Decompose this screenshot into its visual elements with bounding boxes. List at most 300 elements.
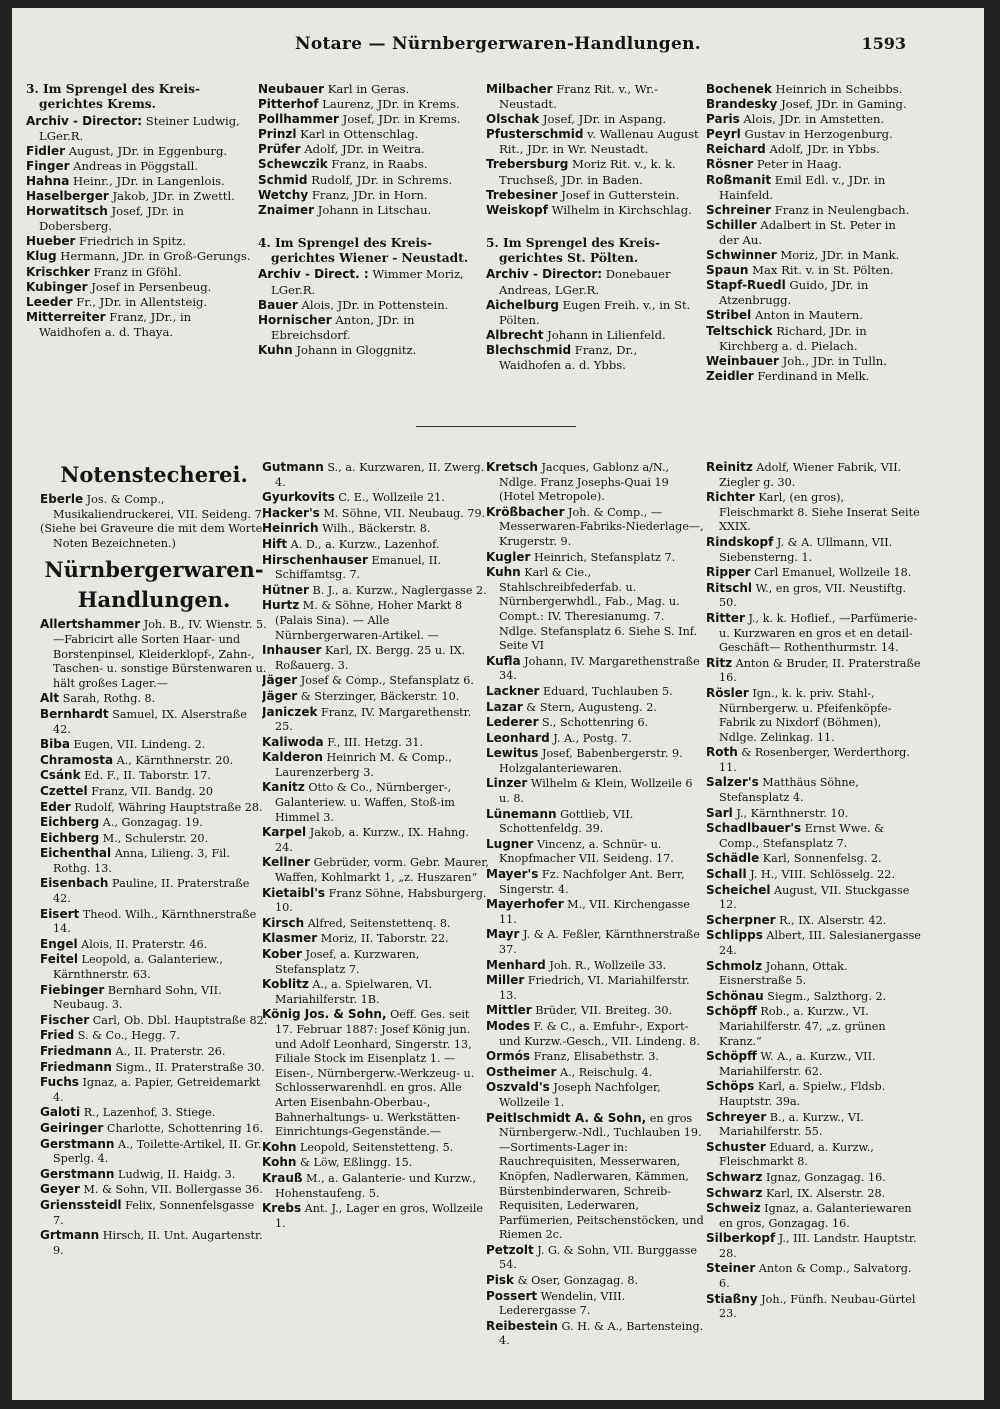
entry-details: & Sterzinger, Bäckerstr. 10. xyxy=(297,689,460,703)
entry-details: Felix, Sonnenfelsgasse 7. xyxy=(53,1198,255,1227)
heading-nuernbergerwaren-2: Handlungen. xyxy=(77,587,231,613)
directory-entry xyxy=(40,1028,268,1044)
entry-name: Schöpff xyxy=(706,1004,757,1019)
entry-details: M. & Sohn, VII. Bollergasse 36. xyxy=(79,1183,263,1197)
directory-entry xyxy=(486,715,704,731)
directory-entry xyxy=(26,295,252,310)
entry-name: Znaimer xyxy=(258,202,315,217)
entry-details: Franz in Gföhl. xyxy=(89,264,182,279)
entry-name: Schall xyxy=(706,867,747,882)
entry-details: Karl in Geras. xyxy=(324,82,410,96)
directory-entry xyxy=(706,1079,922,1109)
entry-name: Bochenek xyxy=(706,82,772,96)
entry-details: Franz, Elisabethstr. 3. xyxy=(530,1050,659,1064)
entry-name: Schöpff xyxy=(706,1049,757,1064)
entry-name: Schreiner xyxy=(706,202,772,217)
entry-name: Milbacher xyxy=(486,82,553,96)
directory-entry xyxy=(706,806,922,822)
directory-entry xyxy=(40,815,268,831)
entry-name: Trebesiner xyxy=(486,187,558,202)
notare-column-3 xyxy=(486,82,700,422)
entry-name: Kirsch xyxy=(262,915,305,930)
entry-details: Josef, Babenbergerstr. 9. Holzgalanteriewaren. xyxy=(499,747,683,775)
entry-name: Geiringer xyxy=(40,1120,104,1135)
entry-name: Silberkopf xyxy=(706,1231,776,1246)
directory-page xyxy=(12,8,984,1400)
directory-entry xyxy=(486,746,704,776)
entry-details: Karl, (en gros), Fleischmarkt 8. Siehe Inserat Seite XXIX. xyxy=(719,491,920,534)
directory-entry xyxy=(706,248,918,263)
entry-name: Peitlschmidt A. & Sohn, xyxy=(486,1110,647,1125)
entry-details: Josef, a. Kurzwaren, Stefansplatz 7. xyxy=(275,948,420,976)
entry-name: Prüfer xyxy=(258,142,301,157)
lower-column-3 xyxy=(486,460,704,1396)
entry-name: Reinitz xyxy=(706,460,753,474)
entry-list xyxy=(486,267,700,373)
entry-name: Albrecht xyxy=(486,327,544,342)
directory-entry xyxy=(706,867,922,883)
entry-details: B., a. Kurzw., VI. Mariahilferstr. 55. xyxy=(719,1110,864,1139)
entry-details: S., Schottenring 6. xyxy=(538,716,649,730)
directory-entry xyxy=(486,157,700,187)
entry-details: Fz. Nachfolger Ant. Berr, Singerstr. 4. xyxy=(499,868,685,896)
entry-details: Carl Emanuel, Wollzeile 18. xyxy=(750,566,912,580)
entry-name: Schöps xyxy=(706,1079,755,1094)
entry-name: Geyer xyxy=(40,1182,80,1197)
entry-name: Chramosta xyxy=(40,752,114,767)
directory-entry xyxy=(486,1319,704,1349)
entry-details: C. E., Wollzeile 21. xyxy=(334,491,445,505)
directory-entry xyxy=(258,97,482,112)
directory-entry xyxy=(262,583,490,599)
entry-details: Wilh., Bäckerstr. 8. xyxy=(318,522,431,536)
entry-name: Menhard xyxy=(486,957,546,972)
entry-name: Schädle xyxy=(706,851,760,866)
entry-details: Donebauer Andreas, LGer.R. xyxy=(499,267,671,297)
entry-name: Schlipps xyxy=(706,928,763,943)
directory-entry xyxy=(262,735,490,751)
directory-entry xyxy=(706,775,922,805)
directory-entry xyxy=(486,550,704,566)
entry-name: Lackner xyxy=(486,683,540,698)
entry-name: Scheichel xyxy=(706,882,771,897)
entry-name: Richter xyxy=(706,490,755,505)
entry-name: Archiv - Director: xyxy=(26,113,143,128)
directory-entry xyxy=(40,737,268,753)
entry-name: Hacker's xyxy=(262,505,320,520)
entry-name: Mittler xyxy=(486,1003,532,1018)
entry-name: Lugner xyxy=(486,836,534,851)
directory-entry xyxy=(706,142,918,157)
entry-details: Josef, JDr. in Krems. xyxy=(338,112,461,127)
entry-details: Joh., Fünfh. Neubau-Gürtel 23. xyxy=(719,1292,916,1321)
entry-name: Archiv - Direct. : xyxy=(258,267,369,282)
entry-name: Leonhard xyxy=(486,730,550,745)
entry-details: Wimmer Moriz, LGer.R. xyxy=(271,267,464,297)
entry-details: R., IX. Alserstr. 42. xyxy=(775,913,887,927)
directory-entry xyxy=(706,1004,922,1049)
directory-entry xyxy=(706,883,922,913)
entry-details: Richard, JDr. in Kirchberg a. d. Pielach. xyxy=(719,323,867,353)
directory-entry xyxy=(706,354,918,369)
cross-reference-note: (Siehe bei Graveure die mit dem Worte Noten Bezeichneten.) xyxy=(40,522,263,550)
directory-entry xyxy=(706,1231,922,1261)
entry-details: Jacques, Gablonz a/N., Ndlge. Franz Josephs-Quai 19 (Hotel Metropole). xyxy=(499,461,670,504)
section-heading-wiener-neustadt: 4. Im Sprengel des Kreis-gerichtes Wiener - Neustadt. xyxy=(258,235,469,266)
directory-entry xyxy=(486,684,704,700)
entry-details: J., k. k. Hoflief., —Parfümerie- u. Kurzwaren en gros et en detail-Geschäft— Rothenthurmstr. 14. xyxy=(719,611,918,655)
entry-details: Joh. & Comp., —Messerwaren-Fabriks-Niederlage—, Krugerstr. 9. xyxy=(499,505,704,548)
entry-name: Eichberg xyxy=(40,815,100,830)
directory-entry xyxy=(706,1110,922,1140)
entry-details: Emanuel, II. Schiffamtsg. 7. xyxy=(275,553,442,582)
entry-details: Eduard, Tuchlauben 5. xyxy=(539,684,673,698)
entry-details: & Löw, Eßlingg. 15. xyxy=(296,1156,413,1170)
entry-name: Prinzl xyxy=(258,127,297,142)
entry-details: A. D., a. Kurzw., Lazenhof. xyxy=(287,537,440,551)
directory-entry xyxy=(26,144,252,159)
entry-details: Matthäus Söhne, Stefansplatz 4. xyxy=(719,776,859,805)
directory-entry xyxy=(262,521,490,537)
entry-name: Eisenbach xyxy=(40,876,109,891)
entry-details: Friedrich, VI. Mariahilferstr. 13. xyxy=(499,974,690,1002)
directory-entry xyxy=(262,780,490,825)
entry-name: Archiv - Director: xyxy=(486,267,603,282)
directory-entry xyxy=(486,654,704,684)
entry-list xyxy=(40,617,268,1258)
entry-details: Fr., JDr. in Allentsteig. xyxy=(72,294,208,309)
entry-name: Schiller xyxy=(706,217,757,232)
entry-details: Eugen, VII. Lindeng. 2. xyxy=(69,738,206,752)
directory-entry xyxy=(706,535,922,565)
directory-entry xyxy=(706,112,918,127)
entry-details: S. & Co., Hegg. 7. xyxy=(74,1029,180,1043)
directory-entry xyxy=(26,174,252,189)
entry-name: Gyurkovits xyxy=(262,490,335,505)
entry-details: Rudolf, Währing Hauptstraße 28. xyxy=(70,800,263,814)
directory-entry xyxy=(706,203,918,218)
directory-entry xyxy=(258,267,482,297)
entry-list xyxy=(486,460,704,1349)
entry-details: A., a. Spielwaren, VI. Mariahilferstr. 1B. xyxy=(275,978,433,1006)
entry-details: M., VII. Kirchengasse 11. xyxy=(499,898,690,926)
directory-entry xyxy=(486,1243,704,1273)
directory-entry xyxy=(262,855,490,885)
entry-name: Fidler xyxy=(26,143,66,158)
entry-name: Lazar xyxy=(486,699,523,714)
entry-details: Karl, a. Spielw., Fldsb. Hauptstr. 39a. xyxy=(719,1080,886,1108)
entry-details: Carl, Ob. Dbl. Hauptstraße 82. xyxy=(89,1013,268,1027)
directory-entry xyxy=(258,112,482,127)
directory-entry xyxy=(40,983,268,1013)
directory-entry xyxy=(40,1013,268,1029)
lower-column-2 xyxy=(262,460,490,1396)
entry-details: Josef & Comp., Stefansplatz 6. xyxy=(297,674,474,688)
entry-name: Ripper xyxy=(706,565,751,580)
entry-details: Wendelin, VIII. Lederergasse 7. xyxy=(499,1289,626,1318)
entry-name: Klug xyxy=(26,249,57,264)
entry-name: Kufla xyxy=(486,653,521,668)
heading-nuernbergerwaren-1: Nürnbergerwaren- xyxy=(44,557,264,583)
entry-name: Teltschick xyxy=(706,323,773,338)
directory-entry xyxy=(706,581,922,611)
directory-entry xyxy=(486,188,700,203)
entry-details: Otto & Co., Nürnberger-, Galanteriew. u. Waffen, Stoß-im Himmel 3. xyxy=(275,781,455,824)
directory-entry xyxy=(26,114,252,144)
entry-name: Kanitz xyxy=(262,780,305,795)
entry-details: Bernhard Sohn, VII. Neubaug. 3. xyxy=(53,983,222,1012)
entry-name: Lünemann xyxy=(486,806,557,821)
directory-entry xyxy=(258,157,482,172)
entry-name: Grtmann xyxy=(40,1228,100,1243)
directory-entry xyxy=(262,825,490,855)
section-divider xyxy=(416,426,576,427)
directory-entry xyxy=(262,977,490,1007)
entry-name: Bernhardt xyxy=(40,706,109,721)
entry-details: J. A., Postg. 7. xyxy=(549,731,632,745)
entry-details: Ludwig, II. Haidg. 3. xyxy=(114,1167,236,1181)
entry-name: Hirschenhauser xyxy=(262,552,368,567)
entry-name: Schönau xyxy=(706,988,764,1003)
entry-details: & Oser, Gonzagag. 8. xyxy=(514,1274,639,1288)
lower-column-1 xyxy=(40,460,268,1396)
directory-entry xyxy=(486,460,704,505)
entry-name: Lewitus xyxy=(486,746,539,761)
entry-name: König Jos. & Sohn, xyxy=(262,1007,387,1022)
entry-name: Rösler xyxy=(706,685,749,700)
directory-entry xyxy=(258,173,482,188)
entry-details: G. H. & A., Bartensteing. 4. xyxy=(499,1319,704,1348)
directory-entry xyxy=(486,897,704,927)
entry-details: Heinrich, Stefansplatz 7. xyxy=(530,550,676,564)
entry-name: Engel xyxy=(40,936,78,951)
entry-name: Schuster xyxy=(706,1139,766,1154)
directory-entry xyxy=(40,907,268,937)
directory-entry xyxy=(262,490,490,506)
entry-details: Pauline, II. Praterstraße 42. xyxy=(53,877,250,906)
entry-name: Hahna xyxy=(26,173,70,188)
page-title: Notare — Nürnbergerwaren-Handlungen. xyxy=(294,34,701,54)
entry-name: Friedmann xyxy=(40,1059,112,1074)
entry-details: en gros Nürnbergerw.-Ndl., Tuchlauben 19. —Sortiments-Lager in: Rauchrequisiten, Messerwaren, Knöpfen, Nadlerwaren, Kämmen, Bürstenbinderwaren, Schreib-Requisiten, Lederwaren, Parfümerien, Peitschenstöcken, und Riemen 2c. xyxy=(499,1111,704,1242)
directory-entry xyxy=(486,731,704,747)
entry-name: Bauer xyxy=(258,297,298,312)
entry-details: M. Söhne, VII. Neubaug. 79. xyxy=(319,506,486,520)
entry-details: Alfred, Seitenstettenq. 8. xyxy=(304,916,451,930)
directory-entry xyxy=(258,343,482,358)
directory-entry xyxy=(486,1111,704,1243)
entry-name: Aichelburg xyxy=(486,297,559,312)
directory-entry xyxy=(486,700,704,716)
entry-name: Gerstmann xyxy=(40,1136,115,1151)
entry-details: Anton & Comp., Salvatorg. 6. xyxy=(719,1262,912,1291)
entry-name: Finger xyxy=(26,158,70,173)
entry-name: Schewczik xyxy=(258,157,328,172)
entry-name: Roßmanit xyxy=(706,172,772,187)
entry-details: Samuel, IX. Alserstraße 42. xyxy=(53,707,247,736)
entry-details: Josef in Persenbeug. xyxy=(87,279,212,294)
entry-details: A., Gonzagag. 19. xyxy=(99,816,203,830)
directory-entry xyxy=(262,1155,490,1171)
entry-name: Zeidler xyxy=(706,368,754,383)
entry-details: M., a. Galanterie- und Kurzw., Hohenstaufeng. 5. xyxy=(275,1171,477,1200)
entry-details: J. & A. Feßler, Kärnthnerstraße 37. xyxy=(499,928,700,956)
directory-entry xyxy=(706,611,922,656)
entry-name: Jäger xyxy=(262,688,298,703)
entry-name: Feitel xyxy=(40,952,78,967)
entry-details: Adalbert in St. Peter in der Au. xyxy=(719,217,896,247)
directory-entry xyxy=(258,127,482,142)
entry-details: Joh. B., IV. Wienstr. 5. —Fabricirt alle Sorten Haar- und Borstenpinsel, Kleiderklopf-, Zahn-, Taschen- u. sonstige Bürstenwaren u. hält großes Lager.— xyxy=(53,618,267,690)
directory-entry xyxy=(258,142,482,157)
entry-name: Linzer xyxy=(486,776,528,791)
entry-name: Ritz xyxy=(706,655,733,670)
entry-name: Salzer's xyxy=(706,775,759,790)
entry-name: Klasmer xyxy=(262,931,318,946)
entry-name: Krößbacher xyxy=(486,504,565,519)
directory-entry xyxy=(262,537,490,553)
entry-name: Neubauer xyxy=(258,82,325,96)
page-number: 1593 xyxy=(861,34,906,53)
entry-details: Andreas in Pöggstall. xyxy=(69,158,199,173)
entry-name: Reichard xyxy=(706,142,766,157)
entry-name: Czettel xyxy=(40,783,88,798)
directory-entry xyxy=(486,1003,704,1019)
entry-name: Krischker xyxy=(26,264,90,279)
entry-name: Trebersburg xyxy=(486,157,569,172)
entry-details: Joh. R., Wollzeile 33. xyxy=(545,958,667,972)
entry-details: Anton, JDr. in Ebreichsdorf. xyxy=(271,312,415,342)
entry-details: B. J., a. Kurzw., Naglergasse 2. xyxy=(308,583,487,597)
entry-details: Friedrich in Spitz. xyxy=(75,234,186,249)
entry-details: Albert, III. Salesianergasse 24. xyxy=(719,929,921,957)
directory-entry xyxy=(706,1292,922,1322)
entry-details: Karl in Ottenschlag. xyxy=(296,127,419,142)
entry-details: Charlotte, Schottenring 16. xyxy=(103,1121,264,1135)
directory-entry xyxy=(262,598,490,643)
entry-name: Kellner xyxy=(262,855,311,870)
directory-entry xyxy=(40,617,268,691)
directory-entry xyxy=(486,927,704,957)
entry-name: Kuhn xyxy=(258,342,293,357)
entry-name: Csánk xyxy=(40,768,81,783)
entry-name: Schadlbauer's xyxy=(706,821,802,836)
entry-details: & Stern, Augusteng. 2. xyxy=(522,700,657,714)
entry-details: Wilhelm in Kirchschlag. xyxy=(547,202,692,217)
directory-entry xyxy=(486,343,700,373)
entry-details: F. & C., a. Emfuhr-, Export- und Kurzw.-Gesch., VII. Lindeng. 8. xyxy=(499,1019,700,1048)
entry-details: Adolf, JDr. in Weitra. xyxy=(300,142,425,157)
entry-list xyxy=(40,492,268,522)
entry-name: Scherpner xyxy=(706,912,776,927)
entry-list xyxy=(486,82,700,218)
notare-column-4 xyxy=(706,82,918,422)
entry-details: Franz in Neulengbach. xyxy=(771,202,910,217)
directory-entry xyxy=(258,82,482,97)
directory-entry xyxy=(262,1171,490,1201)
entry-name: Krebs xyxy=(262,1201,302,1216)
entry-details: Siegm., Salzthorg. 2. xyxy=(763,989,887,1003)
entry-name: Kalderon xyxy=(262,750,323,765)
directory-entry xyxy=(706,369,918,384)
directory-entry xyxy=(258,313,482,343)
entry-details: Brüder, VII. Breiteg. 30. xyxy=(531,1004,673,1018)
entry-details: A., Toilette-Artikel, II. Gr. Sperlg. 4. xyxy=(53,1137,262,1166)
entry-details: August, VII. Stuckgasse 12. xyxy=(719,883,910,912)
entry-name: Lederer xyxy=(486,715,539,730)
directory-entry xyxy=(486,565,704,654)
entry-name: Ostheimer xyxy=(486,1064,557,1079)
entry-name: Pfusterschmid xyxy=(486,127,584,142)
entry-name: Hütner xyxy=(262,582,309,597)
directory-entry xyxy=(706,1049,922,1079)
directory-entry xyxy=(486,505,704,550)
directory-entry xyxy=(706,565,922,581)
entry-details: Eugen Freih. v., in St. Pölten. xyxy=(499,297,691,327)
directory-entry xyxy=(262,916,490,932)
entry-details: Franz, Dr., Waidhofen a. d. Ybbs. xyxy=(499,342,638,372)
entry-list xyxy=(258,82,482,218)
directory-entry xyxy=(706,173,918,203)
directory-entry xyxy=(486,127,700,157)
directory-entry xyxy=(40,753,268,769)
entry-details: Ant. J., Lager en gros, Wollzeile 1. xyxy=(275,1202,484,1230)
entry-name: Heinrich xyxy=(262,521,319,536)
directory-entry xyxy=(40,492,268,522)
entry-name: Pollhammer xyxy=(258,112,339,127)
entry-details: Karl, IX. Alserstr. 28. xyxy=(762,1186,886,1200)
entry-name: Jäger xyxy=(262,673,298,688)
entry-name: Gutmann xyxy=(262,460,324,474)
entry-name: Modes xyxy=(486,1018,531,1033)
entry-details: W., en gros, VII. Neustiftg. 50. xyxy=(719,581,907,610)
entry-list xyxy=(26,114,252,340)
entry-name: Schweiz xyxy=(706,1201,761,1216)
entry-details: Josef, JDr. in Dobersberg. xyxy=(39,204,184,234)
entry-name: Alt xyxy=(40,691,60,706)
entry-details: Adolf, Wiener Fabrik, VII. Ziegler g. 30. xyxy=(719,461,902,489)
entry-details: & Rosenberger, Werderthorg. 11. xyxy=(719,746,910,774)
directory-entry xyxy=(706,1170,922,1186)
entry-name: Steiner xyxy=(706,1261,756,1276)
entry-details: Oeff. Ges. seit 17. Februar 1887: Josef König jun. und Adolf Leonhard, Singerstr. 13, Filiale Stock im Eisenplatz 1. —Eisen-, Nürnbergerw.-Werkzeug- u. Schlosserwarenhdl. en gros. Alle Arten Eisenbahn-Oberbau-, Bahnerhaltungs- u. Werkstätten-Einrichtungs-Gegenstände.— xyxy=(275,1008,475,1139)
directory-entry xyxy=(258,203,482,218)
entry-details: Laurenz, JDr. in Krems. xyxy=(318,97,460,112)
entry-name: Rösner xyxy=(706,157,754,172)
entry-details: Max Rit. v. in St. Pölten. xyxy=(748,263,894,278)
entry-details: Ign., k. k. priv. Stahl-, Nürnbergerw. u. Pfeifenköpfe-Fabrik zu Nixdorf (Böhmen), Ndlge. Zelinkag. 11. xyxy=(719,686,892,744)
directory-entry xyxy=(486,267,700,297)
directory-entry xyxy=(706,1201,922,1231)
entry-name: Eichberg xyxy=(40,830,100,845)
directory-entry xyxy=(26,280,252,295)
entry-details: Moriz, II. Taborstr. 22. xyxy=(317,932,449,946)
entry-details: Adolf, JDr. in Ybbs. xyxy=(765,142,880,157)
entry-details: Vincenz, a. Schnür- u. Knopfmacher VII. Seideng. 17. xyxy=(499,837,674,866)
entry-name: Allertshammer xyxy=(40,617,141,632)
entry-name: Weinbauer xyxy=(706,353,779,368)
directory-entry xyxy=(706,278,918,308)
entry-name: Hueber xyxy=(26,234,76,249)
directory-entry xyxy=(706,1261,922,1291)
entry-name: Gerstmann xyxy=(40,1166,115,1181)
directory-entry xyxy=(706,460,922,490)
directory-entry xyxy=(40,1182,268,1198)
entry-name: Schwarz xyxy=(706,1185,763,1200)
directory-entry xyxy=(486,973,704,1003)
directory-entry xyxy=(40,1121,268,1137)
entry-details: Joseph Nachfolger, Wollzeile 1. xyxy=(499,1081,661,1109)
